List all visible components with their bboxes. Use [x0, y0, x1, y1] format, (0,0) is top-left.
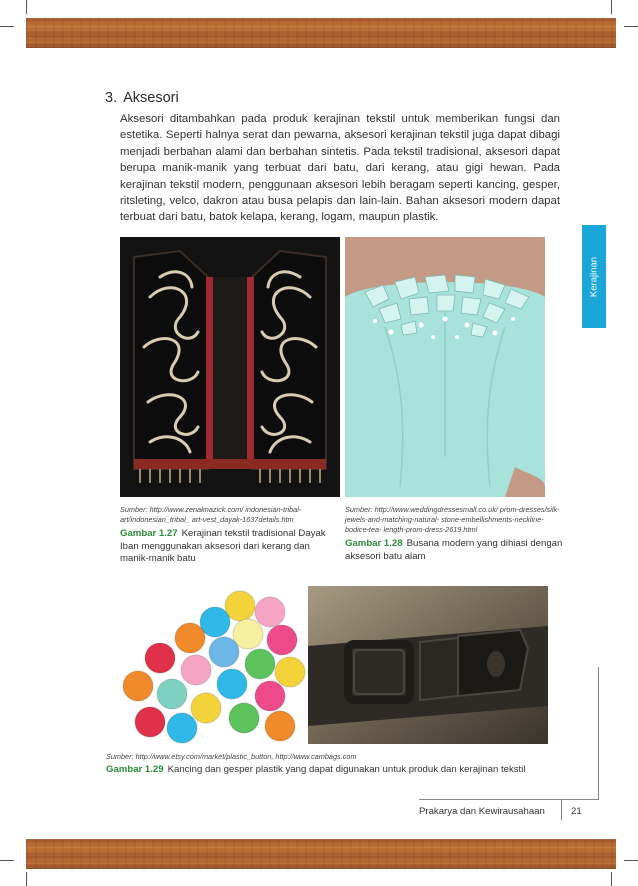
- crop-mark: [26, 0, 27, 14]
- figure-label: Gambar 1.27: [120, 528, 178, 539]
- section-heading: [105, 90, 179, 106]
- buckle-photo: [308, 586, 548, 744]
- crop-mark: [0, 860, 14, 861]
- plastic-buttons-photo: [120, 586, 308, 744]
- figure-description: Kancing dan gesper plastik yang dapat digunakan untuk produk dan kerajinan tekstil: [167, 764, 526, 775]
- footer-divider: [561, 800, 562, 820]
- footer-book-title: Prakarya dan Kewirausahaan: [419, 806, 545, 817]
- figure-label: Gambar 1.29: [106, 764, 164, 775]
- figure-text: [120, 528, 335, 566]
- figure-text: [106, 764, 566, 777]
- footer-rule: [419, 799, 599, 800]
- section-number: 3.: [105, 90, 118, 106]
- wood-footer-band: [26, 839, 616, 869]
- page-number: 21: [571, 806, 582, 817]
- figure-source: Sumber: http://www.zenaknazick.com/ indonesian-tribal-art/indonesian_tribal_ art-vest_dayak-1637details.htm: [120, 505, 302, 524]
- chapter-side-tab: [582, 225, 606, 328]
- wood-header-band: [26, 18, 616, 48]
- crop-mark: [624, 860, 638, 861]
- margin-rule: [598, 667, 599, 800]
- crop-mark: [26, 872, 27, 886]
- section-title: Aksesori: [123, 90, 179, 106]
- crop-mark: [624, 26, 638, 27]
- crop-mark: [0, 26, 14, 27]
- side-tab-label: Kerajinan: [588, 256, 600, 297]
- figure-description: Busana modern yang dihiasi dengan aksesori batu alam: [345, 538, 563, 562]
- dayak-vest-photo: [120, 237, 340, 497]
- figure-source: Sumber: http://www.weddingdressesmall.co.uk/ prom-dresses/silk-jewels-and-matching-natural- stone-embellishments-neckline-bodice-tea- length-prom-dress-2619.html: [345, 505, 560, 534]
- crop-mark: [611, 872, 612, 886]
- figure-description: Kerajinan tekstil tradisional Dayak Iban menggunakan aksesori dari kerang dan manik-manik batu: [120, 528, 326, 564]
- figure-caption-1-27: [120, 505, 335, 566]
- section-paragraph: Aksesori ditambahkan pada produk kerajinan tekstil untuk memberikan fungsi dan estetika. Seperti halnya serat dan pewarna, aksesori kerajinan tekstil juga dapat dibagi menjadi berbahan alami dan berbahan sintetis. Pada tekstil tradisional, aksesori dapat berupa manik-manik yang terbuat dari batu, dari kerang, atau gigi hewan. Pada kerajinan tekstil modern, penggunaan aksesori lebih beragam seperti kancing, gesper, ritsleting, velco, dakron atau busa pelapis dan lain-lain. Bahan aksesori modern dapat terbuat dari batu, batok kelapa, kerang, logam, maupun plastik.: [120, 113, 560, 224]
- figure-source: Sumber: http://www.etsy.com/market/plastic_button, http://www.cambags.com: [106, 752, 357, 761]
- figure-caption-1-28: [345, 505, 565, 563]
- figure-text: [345, 538, 565, 563]
- figure-label: Gambar 1.28: [345, 538, 403, 549]
- crop-mark: [611, 0, 612, 14]
- dress-photo: [345, 237, 545, 497]
- figure-caption-1-29: [106, 752, 566, 777]
